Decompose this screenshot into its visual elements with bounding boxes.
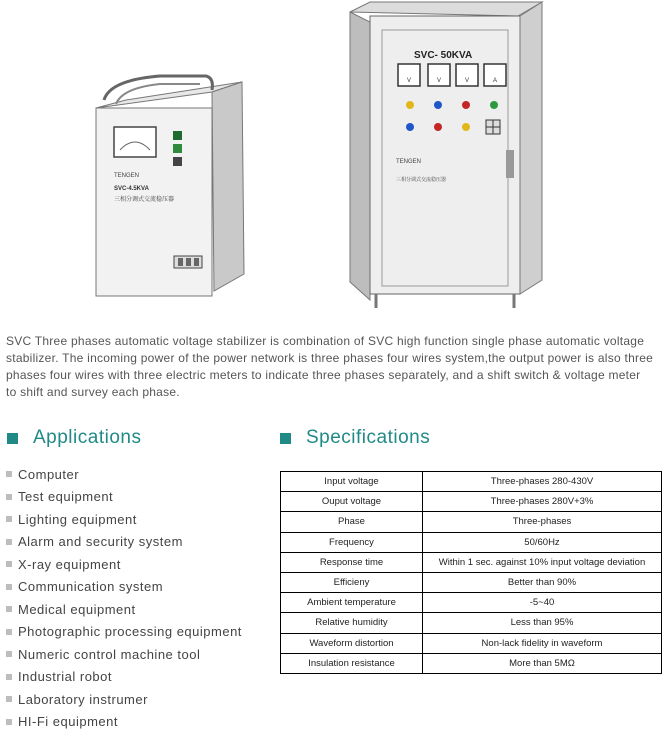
spec-label: Waveform distortion	[281, 633, 423, 653]
applications-list	[6, 463, 242, 733]
bullet-icon	[6, 561, 12, 567]
specifications-header	[280, 427, 430, 449]
bullet-icon	[6, 696, 12, 702]
spec-label: Response time	[281, 552, 423, 572]
spec-value: Three-phases 280-430V	[423, 472, 662, 492]
meter-4-unit: A	[492, 78, 498, 84]
product-photos	[0, 0, 669, 318]
list-item	[6, 598, 242, 621]
meter-3-unit: V	[464, 78, 470, 84]
list-item	[6, 486, 242, 509]
spec-value: Three-phases	[423, 512, 662, 532]
list-item	[6, 553, 242, 576]
application-label: Lighting equipment	[18, 511, 137, 527]
application-label: Medical equipment	[18, 601, 136, 617]
product-description	[6, 333, 666, 401]
spec-value: More than 5MΩ	[423, 653, 662, 673]
bullet-icon	[6, 471, 12, 477]
table-row	[281, 633, 662, 653]
table-row	[281, 572, 662, 592]
table-row	[281, 613, 662, 633]
table-row	[281, 552, 662, 572]
spec-value: Better than 90%	[423, 572, 662, 592]
small-stabilizer-image	[96, 76, 244, 296]
description-line: SVC Three phases automatic voltage stabilizer is combination of SVC high function single phase automatic voltage	[6, 334, 645, 348]
spec-label: Frequency	[281, 532, 423, 552]
spec-value: Less than 95%	[423, 613, 662, 633]
spec-value: Three-phases 280V+3%	[423, 492, 662, 512]
specifications-table	[280, 471, 662, 674]
application-label: X-ray equipment	[18, 556, 121, 572]
meter-2-unit: V	[436, 78, 442, 84]
applications-title: Applications	[33, 427, 142, 448]
spec-value: Non-lack fidelity in waveform	[423, 633, 662, 653]
description-line: stabilizer. The incoming power of the power network is three phases four wires system,the output power is also three	[6, 351, 654, 365]
list-item	[6, 576, 242, 599]
spec-value: -5~40	[423, 593, 662, 613]
list-item	[6, 531, 242, 554]
description-line: to shift and survey each phase.	[6, 385, 180, 399]
table-row	[281, 512, 662, 532]
table-row	[281, 653, 662, 673]
application-label: Numeric control machine tool	[18, 646, 201, 662]
list-item	[6, 621, 242, 644]
application-label: Laboratory instrumer	[18, 691, 148, 707]
application-label: Photographic processing equipment	[18, 624, 242, 640]
list-item	[6, 711, 242, 734]
section-square-icon	[7, 433, 18, 444]
specifications-title: Specifications	[306, 427, 431, 448]
large-unit-model: SVC- 50KVA	[414, 50, 473, 61]
spec-value: Within 1 sec. against 10% input voltage deviation	[423, 552, 662, 572]
large-unit-cn-name: 三相分调式交流稳压器	[396, 177, 447, 183]
meter-1-unit: V	[406, 78, 412, 84]
bullet-icon	[6, 629, 12, 635]
application-label: Communication system	[18, 579, 164, 595]
description-line: phases four wires with three electric meters to indicate three phases separately, and a shift switch & voltage meter	[6, 368, 641, 382]
list-item	[6, 666, 242, 689]
application-label: Computer	[18, 466, 80, 482]
bullet-icon	[6, 719, 12, 725]
bullet-icon	[6, 516, 12, 522]
spec-value: 50/60Hz	[423, 532, 662, 552]
small-unit-brand: TENGEN	[114, 173, 140, 179]
table-row	[281, 593, 662, 613]
bullet-icon	[6, 606, 12, 612]
spec-label: Input voltage	[281, 472, 423, 492]
bullet-icon	[6, 651, 12, 657]
large-stabilizer-image	[350, 2, 542, 308]
application-label: HI-Fi equipment	[18, 714, 118, 730]
spec-label: Phase	[281, 512, 423, 532]
table-row	[281, 532, 662, 552]
large-unit-brand: TENGEN	[396, 159, 422, 165]
table-row	[281, 472, 662, 492]
bullet-icon	[6, 584, 12, 590]
application-label: Industrial robot	[18, 669, 112, 685]
bullet-icon	[6, 494, 12, 500]
section-square-icon	[280, 433, 291, 444]
bullet-icon	[6, 539, 12, 545]
small-unit-cn-name: 三相分调式交流稳压器	[114, 196, 175, 203]
list-item	[6, 508, 242, 531]
bullet-icon	[6, 674, 12, 680]
table-row	[281, 492, 662, 512]
small-unit-model: SVC-4.5KVA	[114, 186, 149, 192]
spec-label: Ouput voltage	[281, 492, 423, 512]
application-label: Test equipment	[18, 489, 114, 505]
list-item	[6, 643, 242, 666]
spec-label: Relative humidity	[281, 613, 423, 633]
spec-label: Efficieny	[281, 572, 423, 592]
list-item	[6, 463, 242, 486]
applications-header	[7, 427, 141, 449]
spec-label: Insulation resistance	[281, 653, 423, 673]
spec-label: Ambient temperature	[281, 593, 423, 613]
list-item	[6, 688, 242, 711]
application-label: Alarm and security system	[18, 534, 183, 550]
